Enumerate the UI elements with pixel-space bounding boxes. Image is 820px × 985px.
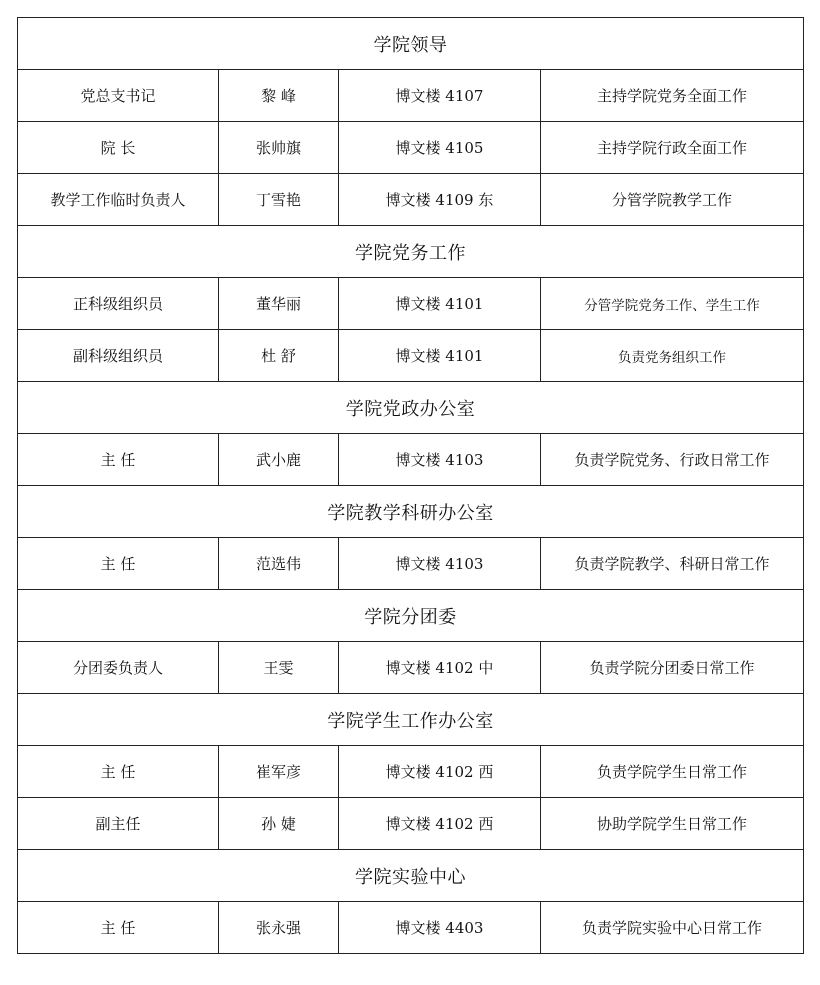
position-cell: 主 任 [18, 902, 219, 954]
table-row [18, 538, 804, 590]
position-cell: 主 任 [18, 538, 219, 590]
section-title: 学院分团委 [18, 590, 804, 642]
section-title: 学院党务工作 [18, 226, 804, 278]
duty-cell: 负责学院教学、科研日常工作 [541, 538, 804, 590]
section-header-row [18, 18, 804, 70]
office-cell: 博文楼 4103 [339, 538, 541, 590]
table-row [18, 70, 804, 122]
office-cell: 博文楼 4105 [339, 122, 541, 174]
duty-cell: 负责学院分团委日常工作 [541, 642, 804, 694]
name-cell: 崔军彦 [219, 746, 339, 798]
section-header-row [18, 694, 804, 746]
duty-cell: 协助学院学生日常工作 [541, 798, 804, 850]
name-cell: 黎 峰 [219, 70, 339, 122]
table-row [18, 798, 804, 850]
position-cell: 主 任 [18, 746, 219, 798]
duty-cell: 分管学院党务工作、学生工作 [541, 278, 804, 330]
position-cell: 副主任 [18, 798, 219, 850]
office-cell: 博文楼 4102 中 [339, 642, 541, 694]
name-cell: 丁雪艳 [219, 174, 339, 226]
office-cell: 博文楼 4109 东 [339, 174, 541, 226]
staff-directory-table [17, 17, 804, 954]
position-cell: 教学工作临时负责人 [18, 174, 219, 226]
name-cell: 杜 舒 [219, 330, 339, 382]
office-cell: 博文楼 4107 [339, 70, 541, 122]
section-header-row [18, 226, 804, 278]
table-row [18, 902, 804, 954]
duty-cell: 负责党务组织工作 [541, 330, 804, 382]
duty-cell: 负责学院党务、行政日常工作 [541, 434, 804, 486]
duty-cell: 负责学院实验中心日常工作 [541, 902, 804, 954]
table-row [18, 278, 804, 330]
office-cell: 博文楼 4102 西 [339, 798, 541, 850]
duty-cell: 分管学院教学工作 [541, 174, 804, 226]
office-cell: 博文楼 4102 西 [339, 746, 541, 798]
table-body [18, 18, 804, 954]
section-header-row [18, 590, 804, 642]
table-row [18, 642, 804, 694]
section-header-row [18, 486, 804, 538]
name-cell: 张永强 [219, 902, 339, 954]
duty-cell: 主持学院党务全面工作 [541, 70, 804, 122]
table-row [18, 174, 804, 226]
name-cell: 范选伟 [219, 538, 339, 590]
position-cell: 党总支书记 [18, 70, 219, 122]
table-row [18, 434, 804, 486]
name-cell: 王雯 [219, 642, 339, 694]
section-title: 学院领导 [18, 18, 804, 70]
section-header-row [18, 850, 804, 902]
position-cell: 副科级组织员 [18, 330, 219, 382]
table-row [18, 122, 804, 174]
position-cell: 分团委负责人 [18, 642, 219, 694]
duty-cell: 主持学院行政全面工作 [541, 122, 804, 174]
section-title: 学院教学科研办公室 [18, 486, 804, 538]
name-cell: 张帅旗 [219, 122, 339, 174]
section-title: 学院学生工作办公室 [18, 694, 804, 746]
office-cell: 博文楼 4101 [339, 330, 541, 382]
position-cell: 正科级组织员 [18, 278, 219, 330]
section-title: 学院实验中心 [18, 850, 804, 902]
office-cell: 博文楼 4403 [339, 902, 541, 954]
office-cell: 博文楼 4101 [339, 278, 541, 330]
table-row [18, 746, 804, 798]
name-cell: 孙 婕 [219, 798, 339, 850]
duty-cell: 负责学院学生日常工作 [541, 746, 804, 798]
position-cell: 主 任 [18, 434, 219, 486]
section-header-row [18, 382, 804, 434]
table-row [18, 330, 804, 382]
name-cell: 董华丽 [219, 278, 339, 330]
name-cell: 武小鹿 [219, 434, 339, 486]
office-cell: 博文楼 4103 [339, 434, 541, 486]
section-title: 学院党政办公室 [18, 382, 804, 434]
position-cell: 院 长 [18, 122, 219, 174]
